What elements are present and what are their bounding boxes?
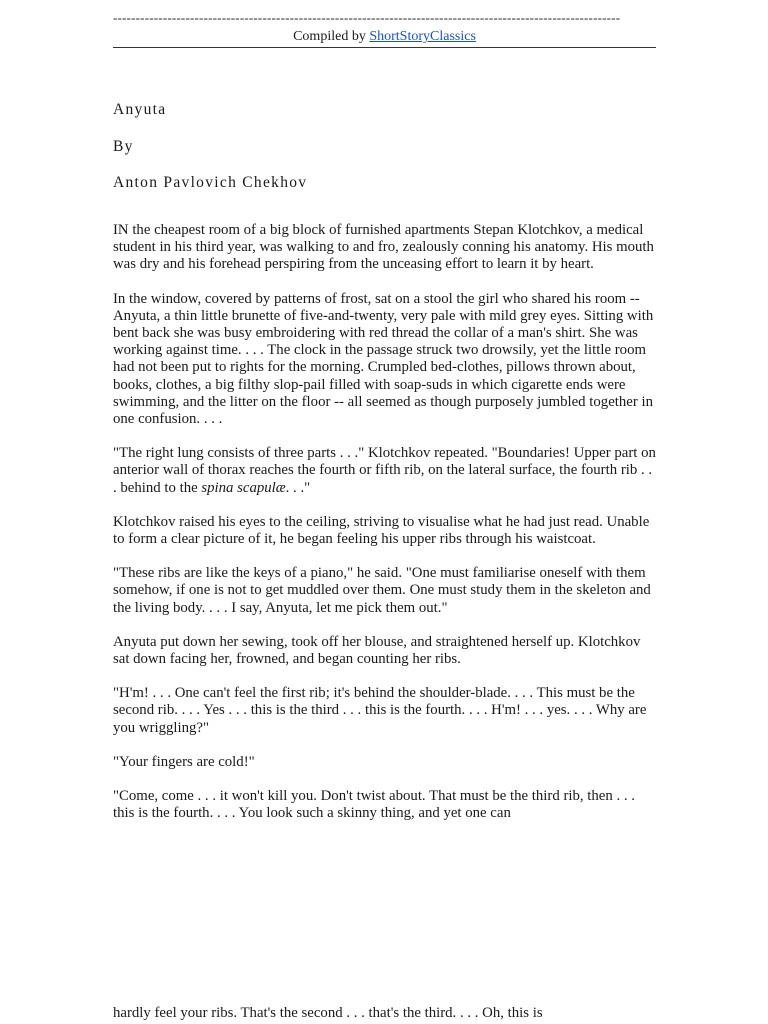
paragraph: Anyuta put down her sewing, took off her blouse, and straightened herself up. Klotchkov sat down facing her, frowned, and began counting her ribs. xyxy=(113,633,641,668)
paragraph: "These ribs are like the keys of a piano," he said. "One must familiarise oneself with them somehow, if one is not to get muddled over them. One must study them in the skeleton and the living body. . . . I say, Anyuta, let me pick them out." xyxy=(113,565,651,616)
paragraph: In the window, covered by patterns of frost, sat on a stool the girl who shared his room -- Anyuta, a thin little brunette of five-and-twenty, very pale with mild grey eyes. Sitting with bent back she was busy embroidering with red thread the collar of a man's shirt. She was working against time. . . . The clock in the passage struck two drowsily, yet the little room had not been put to rights for the morning. Crumpled bed-clothes, pillows thrown about, books, clothes, a big filthy slop-pail filled with soap-suds in which cigarette ends were swimming, and the litter on the floor -- all seemed as though purposely jumbled together in one confusion. . . . xyxy=(113,290,654,428)
paragraph xyxy=(113,445,656,497)
latin-term: spina scapulæ xyxy=(201,479,286,496)
story-title: Anyuta xyxy=(113,101,167,118)
header-separator: ---------------------------------------------------------------------------------------------------------------- xyxy=(113,10,621,25)
continuation-line: hardly feel your ribs. That's the second . . . that's the third. . . . Oh, this is xyxy=(113,1005,543,1021)
document-page xyxy=(113,10,656,839)
paragraph-text: . . ." xyxy=(285,479,311,496)
paragraph: IN the cheapest room of a big block of furnished apartments Stepan Klotchkov, a medical student in his third year, was walking to and fro, zealously conning his anatomy. His mouth was dry and his forehead perspiring from the unceasing effort to learn it by heart. xyxy=(113,222,654,273)
paragraph-text: "The right lung consists of three parts . . ." Klotchkov repeated. "Boundaries! Upper part on anterior wall of thorax reaches the fourth or fifth rib, on the lateral surface, the fourth rib . . . behind to the xyxy=(113,445,656,496)
compiled-by-label: Compiled by xyxy=(293,29,370,44)
compiled-by-line xyxy=(113,26,656,48)
title-block xyxy=(113,100,656,193)
paragraph: "Come, come . . . it won't kill you. Don't twist about. That must be the third rib, then . . . this is the fourth. . . . You look such a skinny thing, and yet one can xyxy=(113,788,635,822)
paragraph: "Your fingers are cold!" xyxy=(113,753,255,770)
short-story-classics-link[interactable]: ShortStoryClassics xyxy=(369,29,476,44)
author-name: Anton Pavlovich Chekhov xyxy=(113,174,308,191)
story-body xyxy=(113,222,656,822)
paragraph: "H'm! . . . One can't feel the first rib; it's behind the shoulder-blade. . . . This must be the second rib. . . . Yes . . . this is the third . . . this is the fourth. . . . H'm! . . . yes. . . . Why are you wriggling?" xyxy=(113,685,647,736)
by-line: By xyxy=(113,137,134,155)
paragraph: Klotchkov raised his eyes to the ceiling, striving to visualise what he had just read. Unable to form a clear picture of it, he began feeling his upper ribs through his waistcoat. xyxy=(113,513,650,548)
